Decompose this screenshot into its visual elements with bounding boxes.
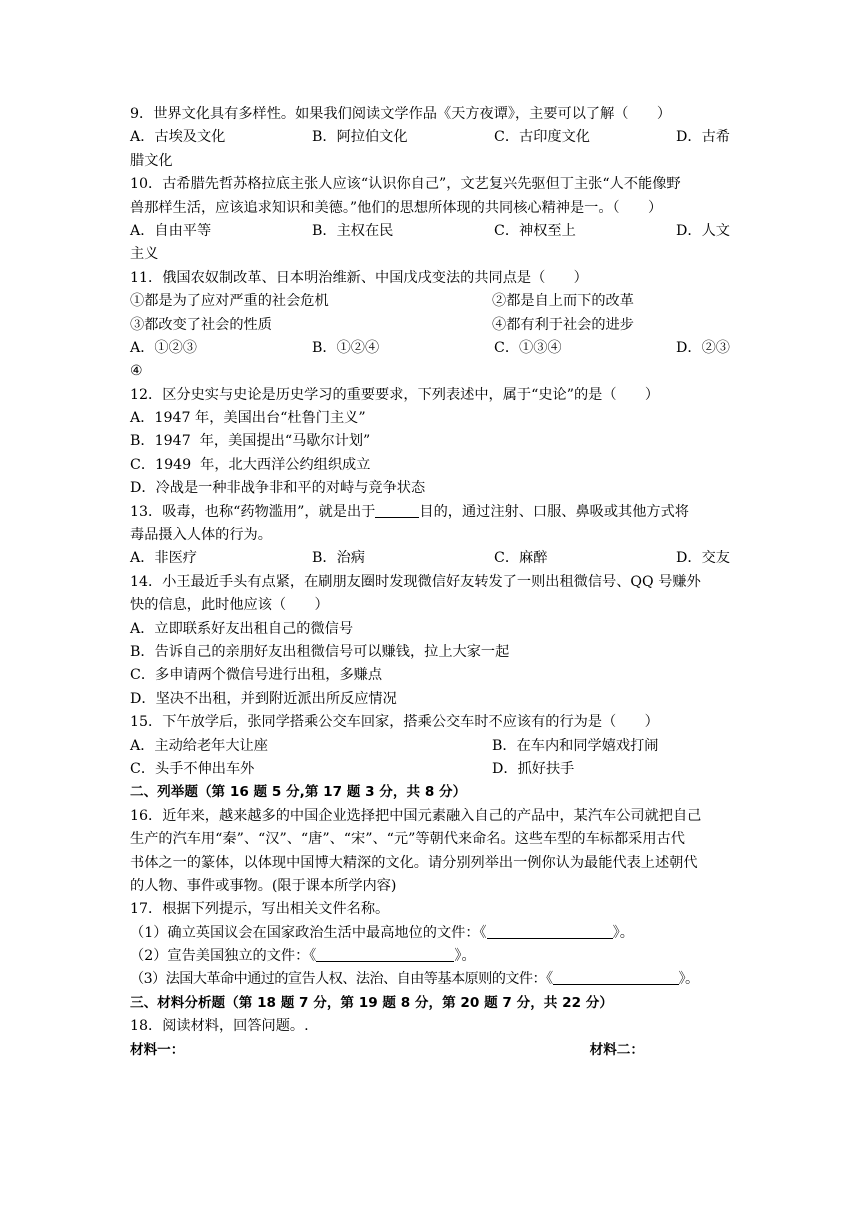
q16-line3: 书体之一的篆体，以体现中国博大精深的文化。请分别列举出一例你认为最能代表上述朝代 [130,854,698,871]
q10-stem-line1: 10．古希腊先哲苏格拉底主张人应该“认识你自己”，文艺复兴先驱但丁主张“人不能像野 [130,176,681,193]
q13-option-c: C．麻醉 [494,550,548,567]
q17-stem: 17．根据下列提示，写出相关文件名称。 [130,901,390,918]
q17-prompt-3-text: （3）法国大革命中通过的宣告人权、法治、自由等基本原则的文件：《 [130,971,553,988]
q11-option-c: C．①③④ [494,339,562,356]
q9-option-d-wrap: 腊文化 [130,152,173,169]
q11-statement-2: ②都是自上而下的改革 [492,293,634,310]
q14-stem-line2: 快的信息，此时他应该（ ） [130,597,329,614]
q9-option-a: A．古埃及文化 [130,129,226,146]
q13-blank[interactable] [375,503,419,518]
q15-options-row1 [130,735,730,758]
q17-prompt-3 [130,968,730,991]
q12-stem: 12．区分史实与史论是历史学习的重要要求，下列表述中，属于“史论”的是（ ） [130,386,660,403]
q14-option-b: B．告诉自己的亲朋好友出租微信号可以赚钱，拉上大家一起 [130,643,510,660]
q17-prompt-2-text: （2）宣告美国独立的文件：《 [130,948,317,965]
q9-options [130,126,730,149]
q13-stem-part1: 13．吸毒，也称“药物滥用”，就是出于 [130,503,376,520]
material-2-label: 材料二： [589,1041,644,1058]
q17-prompt-3-end: 》。 [678,971,699,988]
q13-option-b: B．治病 [312,550,365,567]
q11-option-b: B．①②④ [312,339,380,356]
q11-option-a: A．①②③ [130,339,197,356]
q10-options [130,220,730,243]
q9-option-c: C．古印度文化 [494,129,590,146]
q16-line4: 的人物、事件或事物。(限于课本所学内容) [130,877,397,894]
section-2-heading: 二、列举题（第 16 题 5 分,第 17 题 3 分，共 8 分） [130,784,467,801]
q11-statements-row1 [130,290,730,313]
exam-page [130,103,730,1062]
q11-statement-1: ①都是为了应对严重的社会危机 [130,293,329,310]
q14-stem-line1: 14．小王最近手头有点紧，在刷朋友圈时发现微信好友转发了一则出租微信号、QQ 号赚外 [130,573,701,590]
q17-prompt-1-end: 》。 [612,924,634,941]
q10-option-c: C．神权至上 [494,222,576,239]
q10-option-a: A．自由平等 [130,222,212,239]
q9-option-b: B．阿拉伯文化 [312,129,408,146]
q15-option-c: C．头手不伸出车外 [130,760,255,777]
q17-blank-1[interactable] [487,924,613,939]
q18-stem: 18．阅读材料，回答问题。. [130,1018,309,1035]
q13-stem-line1 [130,501,730,524]
q10-option-b: B．主权在民 [312,222,394,239]
material-1-label: 材料一： [130,1041,185,1058]
q14-option-a: A．立即联系好友出租自己的微信号 [130,620,354,637]
q17-prompt-2 [130,945,730,968]
q18-materials-labels [130,1039,730,1062]
q17-prompt-2-end: 》。 [454,948,476,965]
q17-prompt-1-text: （1）确立英国议会在国家政治生活中最高地位的文件：《 [130,924,487,941]
q13-option-a: A．非医疗 [130,550,197,567]
q9-stem: 9．世界文化具有多样性。如果我们阅读文学作品《天方夜谭》，主要可以了解（ ） [130,106,672,122]
q13-stem-line2: 毒品摄入人体的行为。 [130,527,272,544]
q17-prompt-1 [130,922,730,945]
q17-blank-2[interactable] [316,947,454,962]
q12-option-b: B．1947 年，美国提出“马歇尔计划” [130,433,371,450]
q12-option-c: C．1949 年，北大西洋公约组织成立 [130,456,371,473]
q14-option-d: D．坚决不出租，并到附近派出所反应情况 [130,690,397,707]
section-3-heading: 三、材料分析题（第 18 题 7 分，第 19 题 8 分，第 20 题 7 分，共 22 分） [130,994,613,1011]
q15-options-row2 [130,758,730,781]
q16-line1: 16．近年来，越来越多的中国企业选择把中国元素融入自己的产品中，某汽车公司就把自己 [130,807,702,824]
q12-option-d: D．冷战是一种非战争非和平的对峙与竞争状态 [130,480,426,497]
q9-option-d: D．古希 [676,129,730,146]
q15-stem: 15．下午放学后，张同学搭乘公交车回家，搭乘公交车时不应该有的行为是（ ） [130,714,659,731]
q13-stem-part2: 目的，通过注射、口服、鼻吸或其他方式将 [419,503,689,520]
q11-statement-3: ③都改变了社会的性质 [130,316,272,333]
q11-option-d: D．②③ [676,339,730,356]
q11-options [130,337,730,360]
q11-statement-4: ④都有利于社会的进步 [492,316,634,333]
q17-blank-3[interactable] [553,970,679,985]
q10-option-d: D．人文 [676,222,730,239]
q15-option-a: A．主动给老年大让座 [130,737,268,754]
q12-option-a: A．1947 年，美国出台“杜鲁门主义” [130,410,366,427]
q13-options [130,547,730,570]
q15-option-b: B．在车内和同学嬉戏打闹 [492,737,659,754]
q10-option-d-wrap: 主义 [130,246,159,263]
q16-line2: 生产的汽车用“秦”、“汉”、“唐”、“宋”、“元”等朝代来命名。这些车型的车标都采用古代 [130,831,685,848]
q13-option-d: D．交友 [676,550,730,567]
q11-option-d-wrap: ④ [130,363,143,380]
q11-statements-row2 [130,314,730,337]
q15-option-d: D．抓好扶手 [492,760,575,777]
q14-option-c: C．多申请两个微信号进行出租，多赚点 [130,667,383,684]
q10-stem-line2: 兽那样生活，应该追求知识和美德。”他们的思想所体现的共同核心精神是一。（ ） [130,199,663,216]
q11-stem: 11．俄国农奴制改革、日本明治维新、中国戊戌变法的共同点是（ ） [130,269,588,286]
